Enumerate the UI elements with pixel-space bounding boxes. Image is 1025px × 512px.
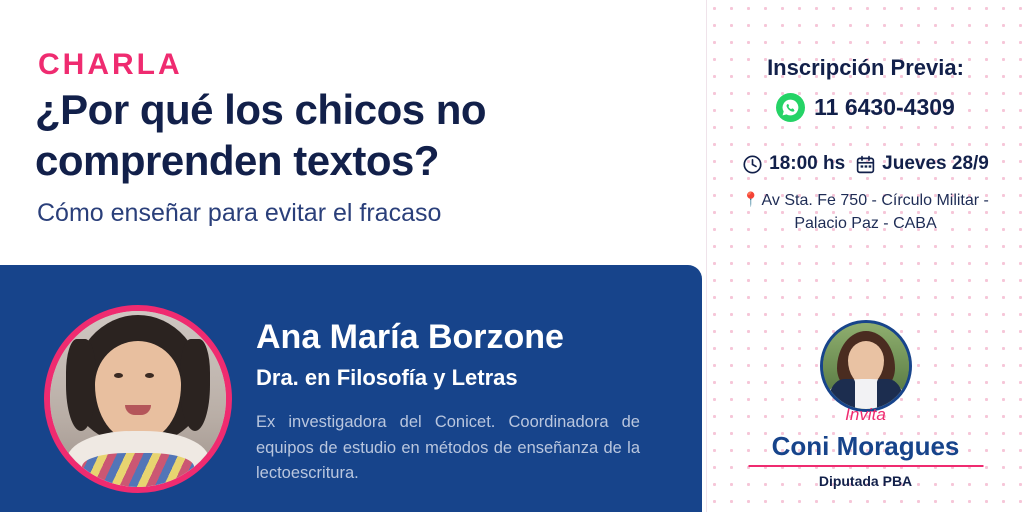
avatar-scarf (82, 453, 194, 487)
registration-title: Inscripción Previa: (767, 55, 964, 80)
kicker-label: CHARLA (38, 48, 183, 81)
avatar-eye-right (145, 373, 154, 378)
calendar-icon (855, 154, 876, 175)
page-subtitle: Cómo enseñar para evitar el fracaso (37, 199, 442, 227)
speaker-bio: Ex investigadora del Conicet. Coordinadora de equipos de estudio en métodos de enseñanza de la lectoescritura. (256, 413, 640, 483)
speaker-avatar (44, 305, 232, 493)
avatar-hair-right (180, 339, 210, 431)
deputy-name: Coni Moragues (771, 431, 960, 461)
invita-label: Invita (845, 405, 886, 424)
map-pin-icon: 📍 (742, 191, 760, 207)
deputy-underline (748, 465, 983, 467)
event-meta-row (706, 153, 1025, 175)
avatar-face (95, 341, 181, 441)
avatar-eye-left (114, 373, 123, 378)
speaker-title: Dra. en Filosofía y Letras (256, 365, 518, 390)
event-address-label: Av Sta. Fe 750 - Círculo Militar - Palacio Paz - CABA (761, 192, 989, 232)
event-time-label: 18:00 hs (769, 153, 846, 174)
event-address (724, 190, 1007, 235)
whatsapp-icon[interactable] (776, 93, 805, 122)
page-title: ¿Por qué los chicos no comprenden textos? (35, 86, 487, 185)
event-date-label: Jueves 28/9 (882, 153, 989, 174)
event-time (742, 153, 845, 175)
phone-row[interactable] (706, 93, 1025, 122)
avatar-hair-left (66, 339, 96, 431)
deputy-role: Diputada PBA (818, 473, 913, 489)
deputy-avatar (820, 320, 912, 412)
right-panel (706, 0, 1025, 512)
event-date (855, 153, 989, 175)
clock-icon (742, 154, 763, 175)
phone-number[interactable]: 11 6430-4309 (814, 94, 955, 120)
speaker-name: Ana María Borzone (256, 318, 564, 356)
speaker-card (0, 265, 702, 512)
